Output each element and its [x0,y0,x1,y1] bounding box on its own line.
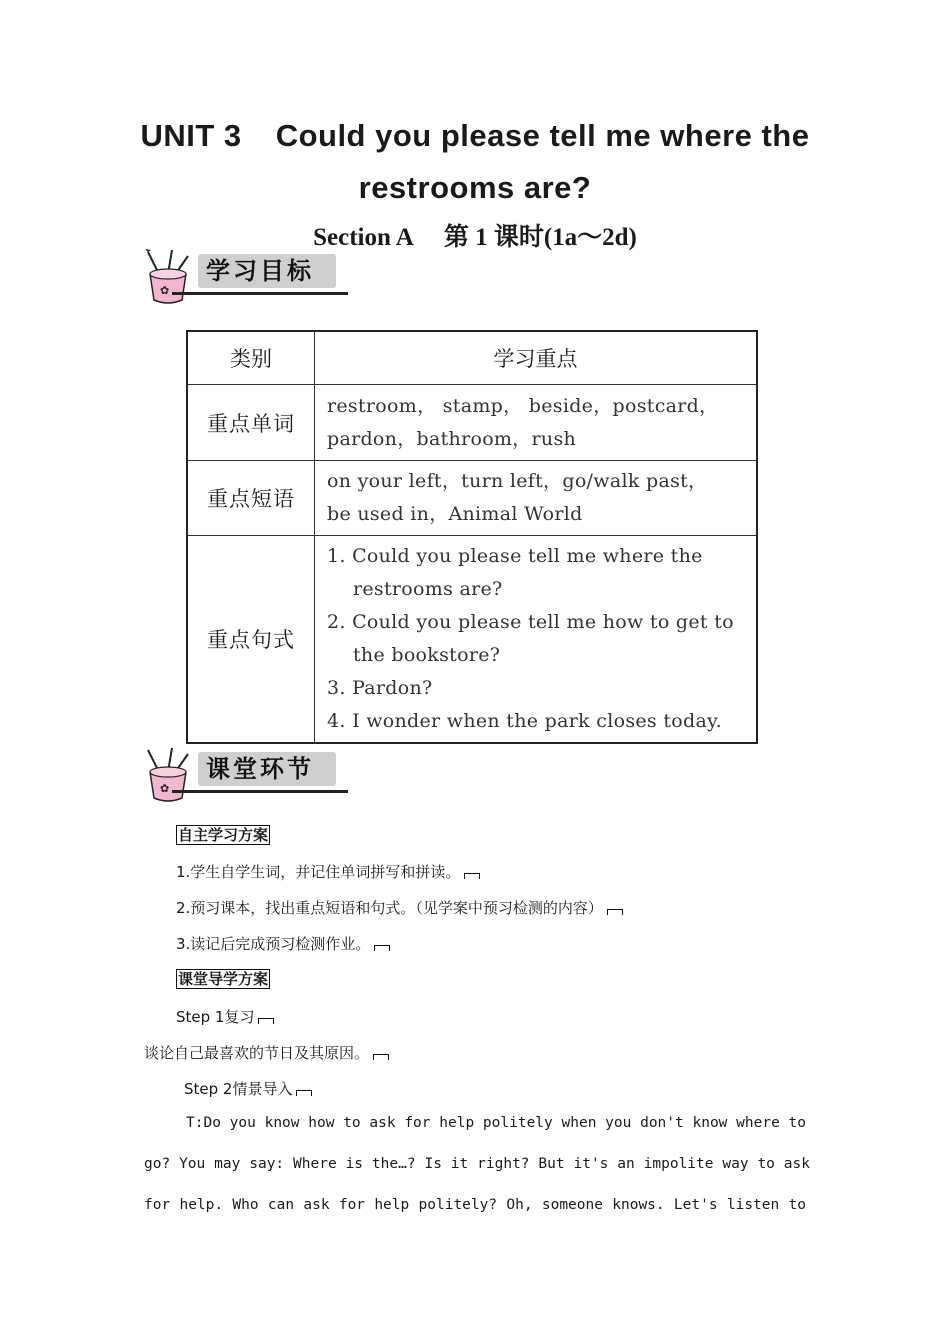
paragraph-line: T:Do you know how to ask for help politely when you don't know where to [186,1115,806,1131]
step-1-text: 谈论自己最喜欢的节日及其原因。 [144,1042,389,1063]
header-category: 类别 [187,331,315,385]
sentence-item: 3. Pardon? [327,677,433,699]
title-text-1: Could you please tell me where the [275,118,810,153]
svg-text:✿: ✿ [160,782,170,795]
sentence-item: 1. Could you please tell me where the restrooms are? [327,545,703,600]
self-study-item: 1.学生自学生词，并记住单词拼写和拼读。 [176,861,480,882]
unit-label: UNIT 3 [140,118,242,153]
goals-table [186,330,758,744]
focus-cell [315,461,758,536]
self-study-label: 自主学习方案 [178,826,269,844]
edit-mark-icon [607,909,623,915]
goals-banner [142,248,352,304]
step-2-heading: Step 2情景导入 [184,1078,312,1099]
goals-banner-label: 学习目标 [198,254,336,288]
edit-mark-icon [374,945,390,951]
edit-mark-icon [296,1090,312,1096]
focus-line: be used in，Animal World [327,503,583,525]
sentence-item: 2. Could you please tell me how to get to the bookstore? [327,611,734,666]
category-cell: 重点句式 [187,536,315,744]
category-cell: 重点单词 [187,385,315,461]
focus-line: on your left，turn left，go/walk past， [327,470,708,492]
brush-pot-icon [142,746,194,802]
self-study-item: 3.读记后完成预习检测作业。 [176,933,390,954]
edit-mark-icon [464,873,480,879]
header-focus: 学习重点 [315,331,758,385]
paragraph-line: for help. Who can ask for help politely? Oh, someone knows. Let's listen to [144,1197,806,1213]
title-line-1 [0,118,950,154]
table-header-row [187,331,757,385]
class-guide-label: 课堂导学方案 [178,970,269,988]
table-row [187,385,757,461]
focus-cell [315,536,758,744]
self-study-item: 2.预习课本，找出重点短语和句式。（见学案中预习检测的内容） [176,897,623,918]
section-label: Section A [313,224,414,251]
focus-line: restroom， stamp， beside，postcard， [327,394,719,417]
category-cell: 重点短语 [187,461,315,536]
svg-text:✿: ✿ [160,284,170,297]
class-banner [142,746,352,802]
focus-cell [315,385,758,461]
edit-mark-icon [258,1018,274,1024]
step-1-heading: Step 1复习 [176,1006,274,1027]
banner-underline [172,292,348,295]
title-line-2: restrooms are? [358,170,592,205]
paragraph-line: go? You may say: Where is the…? Is it right? But it's an impolite way to ask [144,1156,810,1172]
focus-line: pardon，bathroom，rush [327,427,577,450]
edit-mark-icon [373,1054,389,1060]
table-row [187,536,757,744]
table-row [187,461,757,536]
banner-underline [172,790,348,793]
sentence-item: 4. I wonder when the park closes today. [327,710,722,732]
brush-pot-icon [142,248,194,304]
lesson-label: 第 1 课时(1a～2d) [443,224,637,251]
class-banner-label: 课堂环节 [198,752,336,786]
